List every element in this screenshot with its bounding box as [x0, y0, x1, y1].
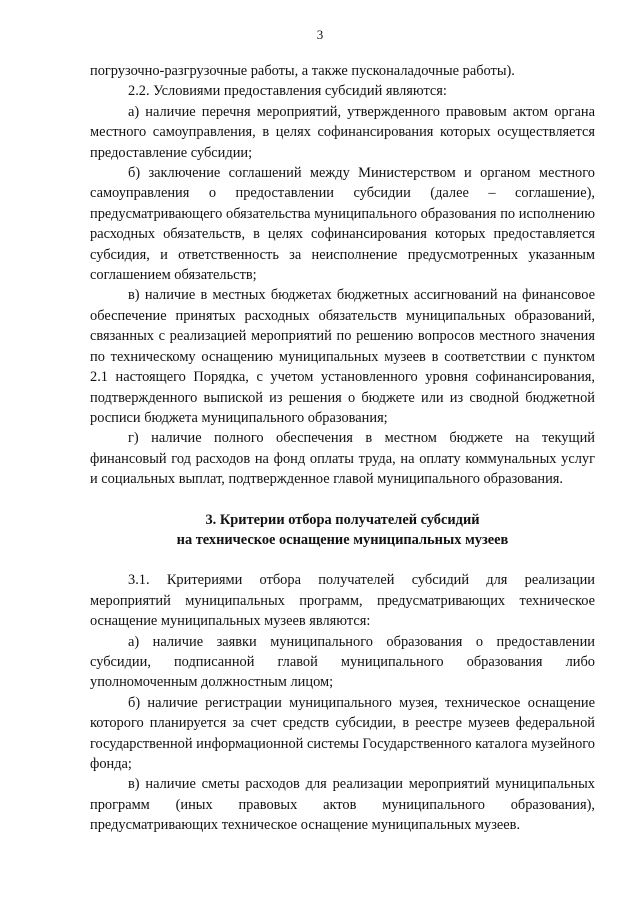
- section-heading-line-1: 3. Критерии отбора получателей субсидий: [205, 511, 480, 528]
- paragraph-continuation: погрузочно-разгрузочные работы, а также пусконаладочные работы).: [90, 63, 515, 79]
- section-heading-line-2: на техническое оснащение муниципальных музеев: [176, 531, 509, 548]
- document-body: [90, 61, 595, 836]
- page-number: 3: [316, 27, 324, 42]
- paragraph-criterion-v: в) наличие сметы расходов для реализации мероприятий муниципальных программ (иных правовых актов муниципального образования), предусматривающих техническое оснащение муниципальных музеев.: [90, 776, 595, 834]
- paragraph-criterion-b: б) наличие регистрации муниципального музея, техническое оснащение которого планируется за счет средств субсидии, в реестре музеев федеральной государственной информационной системы Государственного каталога музейного фонда;: [90, 694, 595, 772]
- paragraph-criterion-a: а) наличие заявки муниципального образования о предоставлении субсидии, подписанной главой муниципального образования либо уполномоченным должностным лицом;: [90, 633, 595, 691]
- section-heading: [90, 510, 595, 551]
- paragraph-3-1: 3.1. Критериями отбора получателей субсидий для реализации мероприятий муниципальных программ, предусматривающих техническое оснащение муниципальных музеев являются:: [90, 572, 595, 630]
- paragraph-condition-g: г) наличие полного обеспечения в местном бюджете на текущий финансовый год расходов на фонд оплаты труда, на оплату коммунальных услуг и социальных выплат, подтвержденное главой муниципального образования.: [90, 430, 595, 488]
- paragraph-condition-a: а) наличие перечня мероприятий, утвержденного правовым актом органа местного самоуправления, в целях софинансирования которых осуществляется предоставление субсидии;: [90, 103, 595, 161]
- paragraph-condition-v: в) наличие в местных бюджетах бюджетных ассигнований на финансовое обеспечение принятых расходных обязательств муниципальных образований, связанных с реализацией мероприятий по решению вопросов местного значения по техническому оснащению муниципальных музеев в соответствии с пунктом 2.1 настоящего Порядка, с учетом установленного уровня софинансирования, подтвержденного выпиской из решения о бюджете или из сводной бюджетной росписи бюджета муниципального образования;: [90, 287, 595, 426]
- paragraph-2-2: 2.2. Условиями предоставления субсидий являются:: [128, 83, 447, 100]
- paragraph-condition-b: б) заключение соглашений между Министерством и органом местного самоуправления о предоставлении субсидии (далее – соглашение), предусматривающего обязательства муниципального образования по исполнению расходных обязательств, в целях софинансирования которых предоставляется субсидия, и ответственность за неисполнение предусмотренных указанным соглашением обязательств;: [90, 165, 595, 284]
